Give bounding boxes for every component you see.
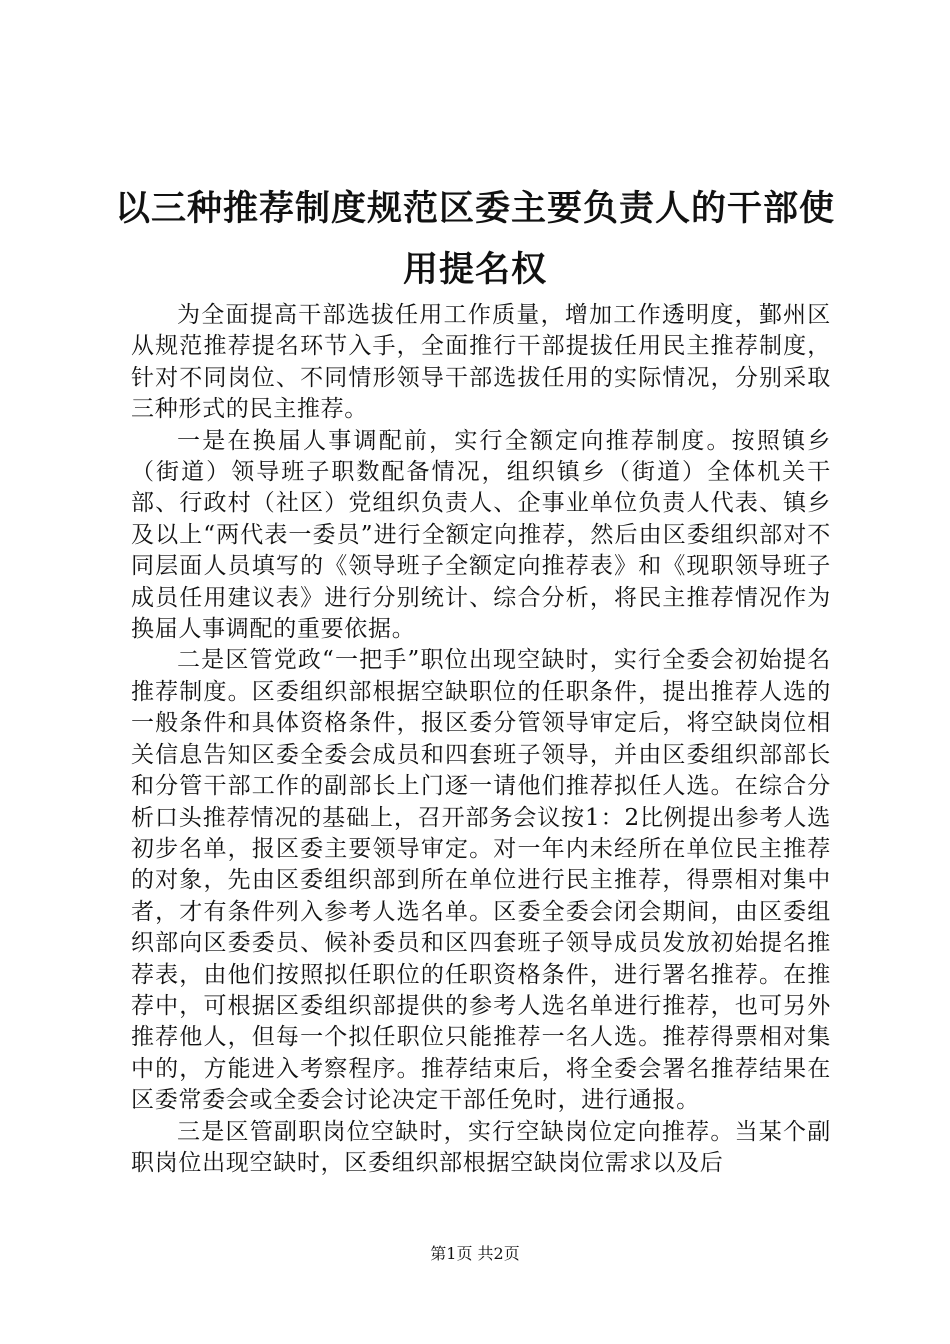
paragraph-third-system: 三是区管副职岗位空缺时，实行空缺岗位定向推荐。当某个副职岗位出现空缺时，区委组织部根据空缺岗位需求以及后: [131, 1118, 831, 1176]
paragraph-first-system: 一是在换届人事调配前，实行全额定向推荐制度。按照镇乡（街道）领导班子职数配备情况，组织镇乡（街道）全体机关干部、行政村（社区）党组织负责人、企事业单位负责人代表、镇乡及以上“两代表一委员”进行全额定向推荐，然后由区委组织部对不同层面人员填写的《领导班子全额定向推荐表》和《现职领导班子成员任用建议表》进行分别统计、综合分析，将民主推荐情况作为换届人事调配的重要依据。: [131, 427, 831, 643]
page-footer: 第1页 共2页: [430, 1244, 520, 1263]
paragraph-intro: 为全面提高干部选拔任用工作质量，增加工作透明度，鄞州区从规范推荐提名环节入手，全面推行干部提拔任用民主推荐制度，针对不同岗位、不同情形领导干部选拔任用的实际情况，分别采取三种形式的民主推荐。: [131, 302, 831, 423]
document-title-line-2: 用提名权: [402, 250, 547, 290]
document-body: [131, 300, 831, 1179]
paragraph-second-system: 二是区管党政“一把手”职位出现空缺时，实行全委会初始提名推荐制度。区委组织部根据空缺职位的任职条件，提出推荐人选的一般条件和具体资格条件，报区委分管领导审定后，将空缺岗位相关信息告知区委全委会成员和四套班子领导，并由区委组织部部长和分管干部工作的副部长上门逐一请他们推荐拟任人选。在综合分析口头推荐情况的基础上，召开部务会议按1：2比例提出参考人选初步名单，报区委主要领导审定。对一年内未经所在单位民主推荐的对象，先由区委组织部到所在单位进行民主推荐，得票相对集中者，才有条件列入参考人选名单。区委全委会闭会期间，由区委组织部向区委委员、候补委员和区四套班子领导成员发放初始提名推荐表，由他们按照拟任职位的任职资格条件，进行署名推荐。在推荐中，可根据区委组织部提供的参考人选名单进行推荐，也可另外推荐他人，但每一个拟任职位只能推荐一名人选。推荐得票相对集中的，方能进入考察程序。推荐结束后，将全委会署名推荐结果在区委常委会或全委会讨论决定干部任免时，进行通报。: [131, 647, 831, 1114]
document-title-line-1: 以三种推荐制度规范区委主要负责人的干部使: [114, 189, 835, 229]
